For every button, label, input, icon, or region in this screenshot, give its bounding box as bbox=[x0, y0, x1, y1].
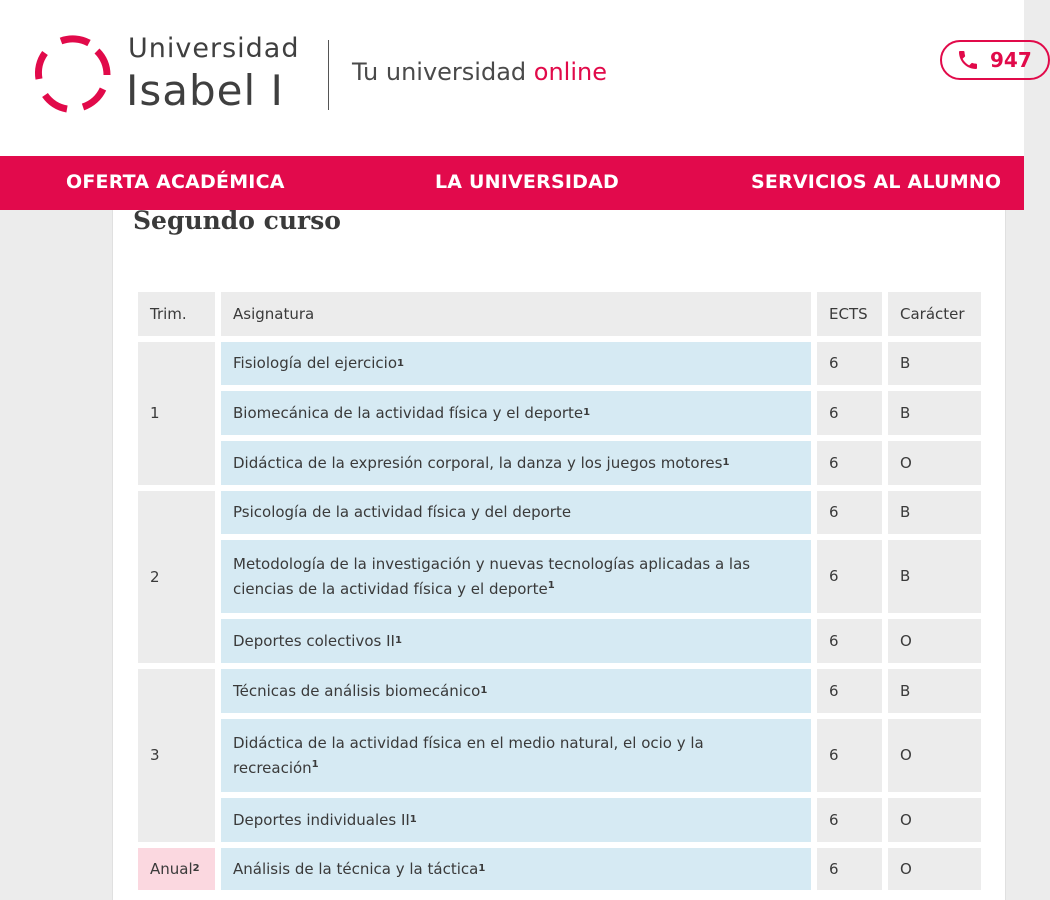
col-header-ects: ECTS bbox=[817, 292, 882, 336]
logo-divider bbox=[328, 40, 329, 110]
type-cell: O bbox=[888, 619, 981, 663]
university-logo-icon[interactable] bbox=[33, 33, 113, 113]
nav-item-la-universidad[interactable]: LA UNIVERSIDAD bbox=[435, 171, 619, 193]
subject-cell[interactable]: Psicología de la actividad física y del deporte bbox=[221, 491, 811, 534]
type-cell: B bbox=[888, 491, 981, 534]
subject-cell[interactable]: Didáctica de la actividad física en el medio natural, el ocio y la recreación$^1$ bbox=[221, 719, 811, 792]
tagline-prefix: Tu universidad bbox=[352, 58, 534, 86]
col-header-subject: Asignatura bbox=[221, 292, 811, 336]
subject-cell[interactable]: Deportes individuales II 1 bbox=[221, 798, 811, 842]
col-header-type: Carácter bbox=[888, 292, 981, 336]
logo-text-isabel[interactable]: Isabel I bbox=[126, 66, 284, 115]
type-cell: O bbox=[888, 848, 981, 890]
trim-cell: 2 bbox=[138, 491, 215, 663]
nav-item-oferta-academica[interactable]: OFERTA ACADÉMICA bbox=[66, 171, 285, 193]
type-cell: O bbox=[888, 441, 981, 485]
tagline bbox=[352, 58, 607, 86]
logo-text-universidad[interactable]: Universidad bbox=[128, 33, 300, 64]
trim-cell: 1 bbox=[138, 342, 215, 485]
tagline-accent: online bbox=[533, 58, 607, 86]
trim-cell: 3 bbox=[138, 669, 215, 842]
subject-cell[interactable]: Deportes colectivos II 1 bbox=[221, 619, 811, 663]
phone-button[interactable] bbox=[940, 40, 1050, 80]
nav-item-servicios-alumno[interactable]: SERVICIOS AL ALUMNO bbox=[751, 171, 1002, 193]
ects-cell: 6 bbox=[817, 848, 882, 890]
type-cell: O bbox=[888, 719, 981, 792]
subject-cell[interactable]: Fisiología del ejercicio 1 bbox=[221, 342, 811, 385]
type-cell: O bbox=[888, 798, 981, 842]
trim-cell-annual: Anual 2 bbox=[138, 848, 215, 890]
ects-cell: 6 bbox=[817, 441, 882, 485]
subject-cell[interactable]: Análisis de la técnica y la táctica 1 bbox=[221, 848, 811, 890]
col-header-trim: Trim. bbox=[138, 292, 215, 336]
subject-cell[interactable]: Didáctica de la expresión corporal, la danza y los juegos motores 1 bbox=[221, 441, 811, 485]
ects-cell: 6 bbox=[817, 491, 882, 534]
type-cell: B bbox=[888, 342, 981, 385]
site-header bbox=[0, 0, 1032, 156]
main-nav bbox=[0, 156, 1024, 210]
section-title: Segundo curso bbox=[133, 206, 341, 235]
ects-cell: 6 bbox=[817, 342, 882, 385]
ects-cell: 6 bbox=[817, 669, 882, 713]
subject-cell[interactable]: Metodología de la investigación y nuevas tecnologías aplicadas a las ciencias de la actividad física y el deporte$^1$ bbox=[221, 540, 811, 613]
ects-cell: 6 bbox=[817, 619, 882, 663]
ects-cell: 6 bbox=[817, 540, 882, 613]
type-cell: B bbox=[888, 391, 981, 435]
ects-cell: 6 bbox=[817, 798, 882, 842]
type-cell: B bbox=[888, 669, 981, 713]
phone-icon bbox=[956, 48, 980, 72]
subject-cell[interactable]: Técnicas de análisis biomecánico 1 bbox=[221, 669, 811, 713]
subject-cell[interactable]: Biomecánica de la actividad física y el deporte 1 bbox=[221, 391, 811, 435]
type-cell: B bbox=[888, 540, 981, 613]
ects-cell: 6 bbox=[817, 391, 882, 435]
phone-number: 947 bbox=[990, 48, 1032, 72]
ects-cell: 6 bbox=[817, 719, 882, 792]
